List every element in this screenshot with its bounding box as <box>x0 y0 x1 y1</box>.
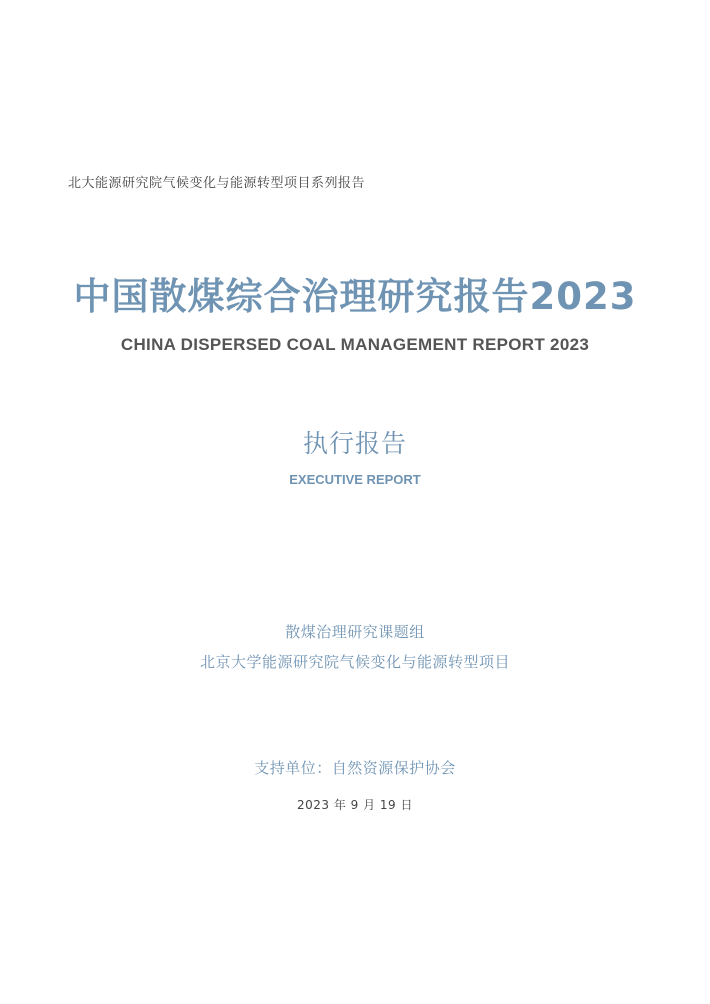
report-title-en: CHINA DISPERSED COAL MANAGEMENT REPORT 2023 <box>120 335 590 354</box>
report-title-cn: 中国散煤综合治理研究报告2023 <box>73 275 637 318</box>
report-subtitle-cn: 执行报告 <box>302 429 407 458</box>
research-group: 散煤治理研究课题组 <box>285 623 425 641</box>
report-date: 2023 年 9 月 19 日 <box>296 798 414 812</box>
supporting-organization: 支持单位：自然资源保护协会 <box>254 759 456 777</box>
report-subtitle-en: EXECUTIVE REPORT <box>289 472 421 487</box>
organization: 北京大学能源研究院气候变化与能源转型项目 <box>199 653 510 671</box>
report-series-line: 北大能源研究院气候变化与能源转型项目系列报告 <box>68 176 366 191</box>
